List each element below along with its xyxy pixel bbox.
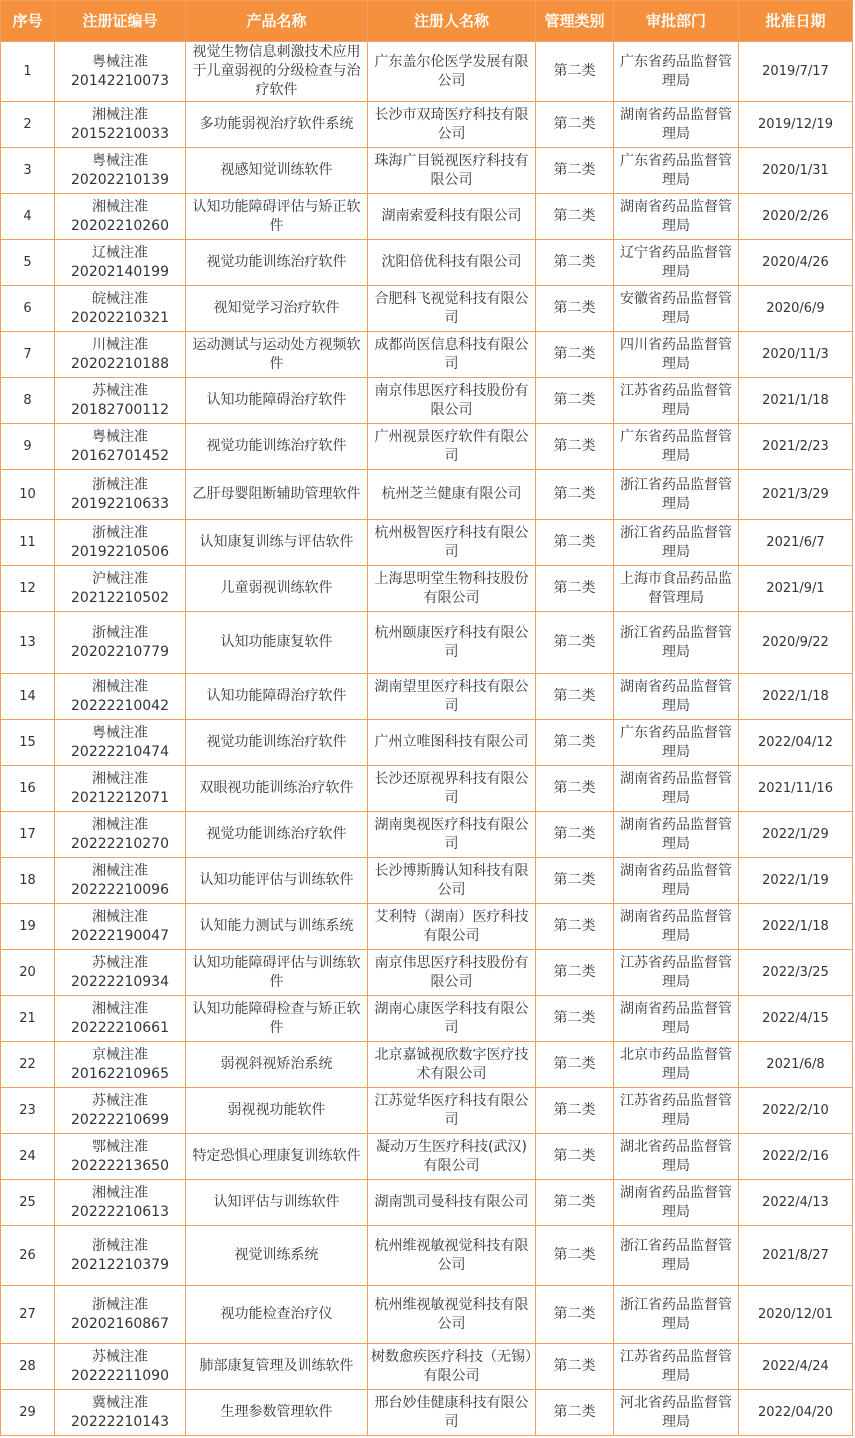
cell-category: 第二类 [536,674,614,720]
cell-dept: 湖南省药品监督管理局 [614,904,739,950]
reg-number: 20202210321 [71,309,169,326]
cell-registrant: 长沙博斯腾认知科技有限公司 [368,858,536,904]
reg-number: 20222210661 [71,1019,169,1036]
cell-seq: 21 [1,996,55,1042]
cell-category: 第二类 [536,194,614,240]
cell-reg-no [55,332,186,378]
cell-registrant: 合肥科飞视觉科技有限公司 [368,286,536,332]
cell-registrant: 珠海广目锐视医疗科技有限公司 [368,148,536,194]
cell-date: 2021/1/18 [739,378,853,424]
table-row [1,42,853,102]
table-row [1,720,853,766]
cell-category: 第二类 [536,378,614,424]
cell-category: 第二类 [536,612,614,674]
cell-product: 运动测试与运动处方视频软件 [186,332,368,378]
cell-product: 乙肝母婴阻断辅助管理软件 [186,470,368,520]
cell-seq: 9 [1,424,55,470]
cell-date: 2022/4/24 [739,1344,853,1390]
cell-product: 视觉生物信息刺激技术应用于儿童弱视的分级检查与治疗软件 [186,42,368,102]
cell-product: 肺部康复管理及训练软件 [186,1344,368,1390]
cell-date: 2020/2/26 [739,194,853,240]
cell-reg-no [55,766,186,812]
cell-reg-no [55,950,186,996]
table-row [1,858,853,904]
cell-dept: 江苏省药品监督管理局 [614,1088,739,1134]
cell-registrant: 江苏觉华医疗科技有限公司 [368,1088,536,1134]
cell-dept: 湖南省药品监督管理局 [614,1180,739,1226]
cell-date: 2019/7/17 [739,42,853,102]
cell-seq: 10 [1,470,55,520]
cell-seq: 19 [1,904,55,950]
cell-dept: 广东省药品监督管理局 [614,148,739,194]
table-row [1,378,853,424]
cell-seq: 7 [1,332,55,378]
reg-number: 20212210379 [71,1256,169,1273]
cell-category: 第二类 [536,996,614,1042]
cell-category: 第二类 [536,904,614,950]
reg-prefix: 浙械注准 [92,524,148,541]
cell-seq: 2 [1,102,55,148]
cell-category: 第二类 [536,1088,614,1134]
reg-prefix: 浙械注准 [92,476,148,493]
cell-category: 第二类 [536,1344,614,1390]
cell-registrant: 广东盖尔伦医学发展有限公司 [368,42,536,102]
cell-category: 第二类 [536,520,614,566]
table-row [1,1226,853,1286]
cell-product: 双眼视功能训练治疗软件 [186,766,368,812]
cell-reg-no [55,858,186,904]
cell-dept: 湖南省药品监督管理局 [614,674,739,720]
cell-date: 2020/4/26 [739,240,853,286]
table-row [1,812,853,858]
cell-reg-no [55,1390,186,1436]
table-row [1,674,853,720]
table-row [1,1344,853,1390]
reg-number: 20202160867 [71,1315,169,1332]
cell-reg-no [55,1134,186,1180]
cell-registrant: 湖南心康医学科技有限公司 [368,996,536,1042]
cell-dept: 江苏省药品监督管理局 [614,1344,739,1390]
cell-category: 第二类 [536,1390,614,1436]
header-row [1,1,853,42]
cell-registrant: 南京伟思医疗科技股份有限公司 [368,378,536,424]
reg-prefix: 湘械注准 [92,1184,148,1201]
cell-date: 2022/1/29 [739,812,853,858]
reg-number: 20222210613 [71,1203,169,1220]
cell-registrant: 杭州颐康医疗科技有限公司 [368,612,536,674]
table-row [1,520,853,566]
cell-product: 认知功能障碍评估与训练软件 [186,950,368,996]
cell-reg-no [55,1042,186,1088]
reg-prefix: 粤械注准 [92,152,148,169]
cell-registrant: 杭州维视敏视觉科技有限公司 [368,1226,536,1286]
table-row [1,286,853,332]
cell-category: 第二类 [536,1226,614,1286]
cell-seq: 27 [1,1286,55,1344]
reg-number: 20182700112 [71,401,169,418]
cell-category: 第二类 [536,424,614,470]
cell-reg-no [55,286,186,332]
cell-date: 2021/2/23 [739,424,853,470]
cell-reg-no [55,378,186,424]
cell-product: 认知功能障碍治疗软件 [186,674,368,720]
reg-prefix: 浙械注准 [92,624,148,641]
cell-seq: 4 [1,194,55,240]
cell-date: 2022/1/18 [739,904,853,950]
cell-dept: 北京市药品监督管理局 [614,1042,739,1088]
reg-prefix: 苏械注准 [92,1348,148,1365]
cell-date: 2021/8/27 [739,1226,853,1286]
table-row [1,1180,853,1226]
cell-date: 2020/9/22 [739,612,853,674]
header-date: 批准日期 [739,1,853,42]
cell-product: 认知功能障碍检查与矫正软件 [186,996,368,1042]
reg-prefix: 川械注准 [92,336,148,353]
cell-registrant: 长沙市双琦医疗科技有限公司 [368,102,536,148]
cell-dept: 湖南省药品监督管理局 [614,194,739,240]
cell-reg-no [55,42,186,102]
cell-seq: 18 [1,858,55,904]
cell-product: 认知能力测试与训练系统 [186,904,368,950]
cell-registrant: 邢台妙佳健康科技有限公司 [368,1390,536,1436]
cell-product: 视知觉学习治疗软件 [186,286,368,332]
reg-prefix: 湘械注准 [92,770,148,787]
cell-seq: 29 [1,1390,55,1436]
cell-product: 认知功能障碍治疗软件 [186,378,368,424]
reg-number: 20202210260 [71,217,169,234]
reg-number: 20212212071 [71,789,169,806]
reg-number: 20192210633 [71,495,169,512]
cell-registrant: 湖南望里医疗科技有限公司 [368,674,536,720]
cell-product: 认知功能康复软件 [186,612,368,674]
reg-number: 20202210139 [71,171,169,188]
cell-category: 第二类 [536,950,614,996]
cell-seq: 5 [1,240,55,286]
cell-category: 第二类 [536,240,614,286]
cell-reg-no [55,1226,186,1286]
header-reg-no: 注册证编号 [55,1,186,42]
reg-number: 20152210033 [71,125,169,142]
cell-registrant: 杭州维视敏视觉科技有限公司 [368,1286,536,1344]
cell-dept: 四川省药品监督管理局 [614,332,739,378]
reg-prefix: 京械注准 [92,1046,148,1063]
cell-product: 弱视斜视矫治系统 [186,1042,368,1088]
cell-reg-no [55,424,186,470]
table-row [1,424,853,470]
header-registrant: 注册人名称 [368,1,536,42]
cell-registrant: 湖南奥视医疗科技有限公司 [368,812,536,858]
cell-registrant: 北京嘉铖视欣数字医疗技术有限公司 [368,1042,536,1088]
cell-reg-no [55,812,186,858]
cell-dept: 湖南省药品监督管理局 [614,102,739,148]
cell-dept: 湖南省药品监督管理局 [614,766,739,812]
cell-date: 2022/2/10 [739,1088,853,1134]
cell-dept: 广东省药品监督管理局 [614,424,739,470]
cell-product: 认知功能障碍评估与矫正软件 [186,194,368,240]
cell-product: 认知功能评估与训练软件 [186,858,368,904]
cell-reg-no [55,1344,186,1390]
cell-seq: 28 [1,1344,55,1390]
table-row [1,102,853,148]
table-row [1,1286,853,1344]
reg-number: 20142210073 [71,72,169,89]
cell-seq: 11 [1,520,55,566]
table-row [1,1134,853,1180]
cell-reg-no [55,240,186,286]
cell-reg-no [55,674,186,720]
reg-prefix: 辽械注准 [92,244,148,261]
table-row [1,194,853,240]
cell-seq: 16 [1,766,55,812]
cell-date: 2020/1/31 [739,148,853,194]
cell-product: 视觉功能训练治疗软件 [186,812,368,858]
table-row [1,148,853,194]
cell-dept: 河北省药品监督管理局 [614,1390,739,1436]
reg-prefix: 湘械注准 [92,678,148,695]
reg-prefix: 湘械注准 [92,198,148,215]
table-row [1,904,853,950]
reg-number: 20202140199 [71,263,169,280]
cell-category: 第二类 [536,102,614,148]
table-row [1,950,853,996]
cell-seq: 1 [1,42,55,102]
reg-number: 20222210096 [71,881,169,898]
cell-product: 儿童弱视训练软件 [186,566,368,612]
cell-dept: 安徽省药品监督管理局 [614,286,739,332]
reg-number: 20162210965 [71,1065,169,1082]
cell-registrant: 杭州芝兰健康有限公司 [368,470,536,520]
table-row [1,332,853,378]
cell-dept: 浙江省药品监督管理局 [614,470,739,520]
cell-date: 2022/3/25 [739,950,853,996]
cell-dept: 广东省药品监督管理局 [614,720,739,766]
cell-seq: 13 [1,612,55,674]
reg-prefix: 浙械注准 [92,1296,148,1313]
reg-number: 20222210143 [71,1413,169,1430]
reg-prefix: 粤械注准 [92,428,148,445]
reg-number: 20222210474 [71,743,169,760]
table-row [1,1088,853,1134]
table-row [1,1042,853,1088]
cell-seq: 14 [1,674,55,720]
reg-number: 20222211090 [71,1367,169,1384]
cell-reg-no [55,1286,186,1344]
reg-number: 20162701452 [71,447,169,464]
cell-category: 第二类 [536,1286,614,1344]
cell-product: 弱视视功能软件 [186,1088,368,1134]
cell-seq: 24 [1,1134,55,1180]
cell-reg-no [55,1088,186,1134]
cell-date: 2022/04/12 [739,720,853,766]
cell-seq: 26 [1,1226,55,1286]
cell-product: 视觉功能训练治疗软件 [186,424,368,470]
cell-date: 2022/4/13 [739,1180,853,1226]
cell-product: 视觉功能训练治疗软件 [186,240,368,286]
cell-reg-no [55,1180,186,1226]
cell-date: 2021/11/16 [739,766,853,812]
reg-number: 20222190047 [71,927,169,944]
reg-prefix: 苏械注准 [92,954,148,971]
reg-number: 20222210270 [71,835,169,852]
cell-date: 2021/6/8 [739,1042,853,1088]
cell-dept: 江苏省药品监督管理局 [614,950,739,996]
cell-registrant: 湖南凯司曼科技有限公司 [368,1180,536,1226]
cell-product: 视觉训练系统 [186,1226,368,1286]
cell-registrant: 成都尚医信息科技有限公司 [368,332,536,378]
reg-prefix: 皖械注准 [92,290,148,307]
reg-prefix: 湘械注准 [92,908,148,925]
cell-product: 视功能检查治疗仪 [186,1286,368,1344]
cell-seq: 15 [1,720,55,766]
cell-date: 2022/04/20 [739,1390,853,1436]
cell-seq: 6 [1,286,55,332]
cell-category: 第二类 [536,1180,614,1226]
cell-reg-no [55,470,186,520]
cell-product: 认知评估与训练软件 [186,1180,368,1226]
reg-prefix: 湘械注准 [92,106,148,123]
reg-prefix: 湘械注准 [92,816,148,833]
cell-reg-no [55,720,186,766]
cell-reg-no [55,520,186,566]
cell-date: 2022/2/16 [739,1134,853,1180]
cell-dept: 江苏省药品监督管理局 [614,378,739,424]
cell-date: 2022/1/19 [739,858,853,904]
cell-registrant: 凝动万生医疗科技(武汉)有限公司 [368,1134,536,1180]
cell-registrant: 广州视景医疗软件有限公司 [368,424,536,470]
table-body [1,42,853,1436]
table-row [1,566,853,612]
reg-prefix: 湘械注准 [92,1000,148,1017]
reg-prefix: 冀械注准 [92,1394,148,1411]
reg-number: 20192210506 [71,543,169,560]
cell-seq: 22 [1,1042,55,1088]
cell-registrant: 艾利特（湖南）医疗科技有限公司 [368,904,536,950]
table-row [1,470,853,520]
cell-category: 第二类 [536,766,614,812]
cell-date: 2021/6/7 [739,520,853,566]
cell-category: 第二类 [536,812,614,858]
cell-seq: 20 [1,950,55,996]
cell-seq: 25 [1,1180,55,1226]
cell-dept: 浙江省药品监督管理局 [614,1226,739,1286]
cell-seq: 23 [1,1088,55,1134]
cell-dept: 辽宁省药品监督管理局 [614,240,739,286]
reg-prefix: 粤械注准 [92,724,148,741]
cell-date: 2020/11/3 [739,332,853,378]
cell-product: 多功能弱视治疗软件系统 [186,102,368,148]
cell-registrant: 上海思明堂生物科技股份有限公司 [368,566,536,612]
table-row [1,996,853,1042]
cell-category: 第二类 [536,470,614,520]
cell-registrant: 南京伟思医疗科技股份有限公司 [368,950,536,996]
header-product: 产品名称 [186,1,368,42]
cell-category: 第二类 [536,566,614,612]
cell-seq: 12 [1,566,55,612]
cell-category: 第二类 [536,148,614,194]
header-dept: 审批部门 [614,1,739,42]
cell-reg-no [55,612,186,674]
cell-category: 第二类 [536,720,614,766]
cell-registrant: 长沙还原视界科技有限公司 [368,766,536,812]
cell-reg-no [55,904,186,950]
reg-prefix: 浙械注准 [92,1237,148,1254]
table-row [1,1390,853,1436]
reg-prefix: 湘械注准 [92,862,148,879]
cell-date: 2020/12/01 [739,1286,853,1344]
reg-number: 20222210042 [71,697,169,714]
table-row [1,766,853,812]
cell-date: 2019/12/19 [739,102,853,148]
table-row [1,612,853,674]
cell-category: 第二类 [536,858,614,904]
cell-dept: 湖北省药品监督管理局 [614,1134,739,1180]
reg-number: 20222213650 [71,1157,169,1174]
cell-reg-no [55,996,186,1042]
reg-prefix: 苏械注准 [92,1092,148,1109]
cell-product: 特定恐惧心理康复训练软件 [186,1134,368,1180]
cell-registrant: 广州立唯图科技有限公司 [368,720,536,766]
reg-prefix: 粤械注准 [92,53,148,70]
reg-number: 20202210779 [71,643,169,660]
cell-dept: 浙江省药品监督管理局 [614,612,739,674]
reg-number: 20202210188 [71,355,169,372]
cell-registrant: 湖南索爱科技有限公司 [368,194,536,240]
cell-dept: 广东省药品监督管理局 [614,42,739,102]
cell-date: 2022/1/18 [739,674,853,720]
cell-dept: 湖南省药品监督管理局 [614,996,739,1042]
cell-dept: 上海市食品药品监督管理局 [614,566,739,612]
cell-category: 第二类 [536,1042,614,1088]
reg-number: 20222210699 [71,1111,169,1128]
cell-dept: 浙江省药品监督管理局 [614,1286,739,1344]
cell-seq: 8 [1,378,55,424]
cell-registrant: 杭州极智医疗科技有限公司 [368,520,536,566]
cell-dept: 湖南省药品监督管理局 [614,812,739,858]
cell-reg-no [55,566,186,612]
reg-prefix: 鄂械注准 [92,1138,148,1155]
table-row [1,240,853,286]
cell-registrant: 树数愈疾医疗科技（无锡）有限公司 [368,1344,536,1390]
header-category: 管理类别 [536,1,614,42]
cell-dept: 浙江省药品监督管理局 [614,520,739,566]
cell-reg-no [55,102,186,148]
cell-category: 第二类 [536,332,614,378]
cell-date: 2020/6/9 [739,286,853,332]
cell-category: 第二类 [536,1134,614,1180]
cell-seq: 17 [1,812,55,858]
cell-date: 2021/3/29 [739,470,853,520]
cell-seq: 3 [1,148,55,194]
cell-date: 2022/4/15 [739,996,853,1042]
cell-date: 2021/9/1 [739,566,853,612]
reg-prefix: 苏械注准 [92,382,148,399]
cell-product: 视觉功能训练治疗软件 [186,720,368,766]
cell-category: 第二类 [536,286,614,332]
cell-product: 生理参数管理软件 [186,1390,368,1436]
reg-prefix: 沪械注准 [92,570,148,587]
reg-number: 20222210934 [71,973,169,990]
cell-reg-no [55,148,186,194]
cell-reg-no [55,194,186,240]
cell-dept: 湖南省药品监督管理局 [614,858,739,904]
header-seq: 序号 [1,1,55,42]
cell-product: 视感知觉训练软件 [186,148,368,194]
cell-product: 认知康复训练与评估软件 [186,520,368,566]
reg-number: 20212210502 [71,589,169,606]
cell-registrant: 沈阳倍优科技有限公司 [368,240,536,286]
cell-category: 第二类 [536,42,614,102]
